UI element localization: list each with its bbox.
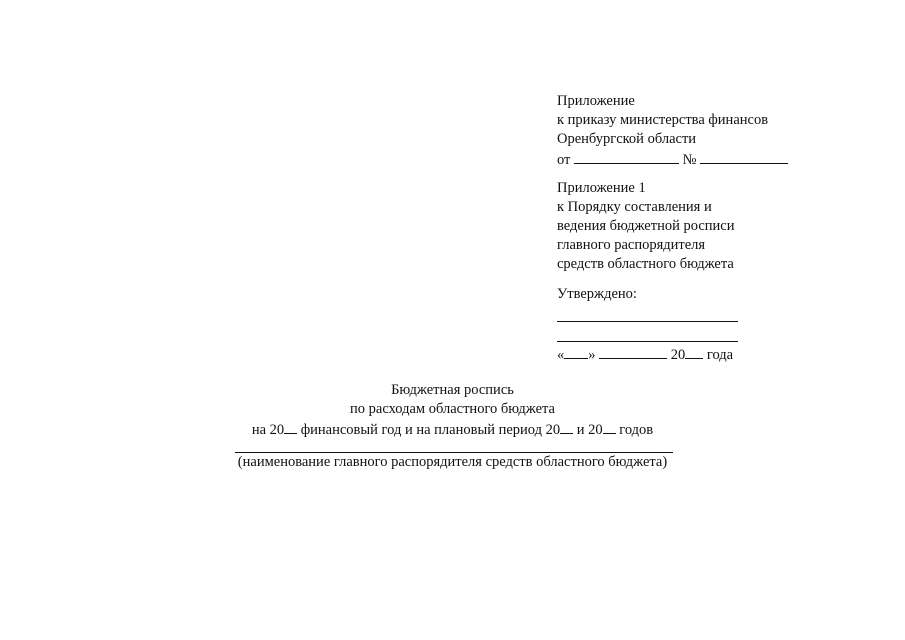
approver-position-blank [557, 304, 738, 322]
appendix1-line-3: ведения бюджетной росписи [557, 218, 735, 234]
planning-year-2-blank [603, 419, 616, 434]
approval-day-blank [564, 344, 588, 359]
order-number-blank [700, 149, 788, 164]
distributor-name-blank [235, 438, 673, 453]
appendix-title: Приложение [557, 93, 635, 109]
planning-year-1-blank [560, 419, 573, 434]
budget-period-line [0, 419, 905, 438]
approver-signature-blank [557, 324, 738, 342]
approval-month-blank [599, 344, 667, 359]
approval-block [557, 285, 738, 363]
appendix-line-3: Оренбургской области [557, 131, 697, 147]
appendix-line-2: к приказу министерства финансов [557, 112, 769, 128]
approval-year-prefix: 20 [670, 347, 686, 363]
number-label: № [682, 152, 697, 168]
approval-year-suffix: года [706, 347, 734, 363]
period-and: и 20 [576, 422, 603, 438]
appendix1-heading [557, 179, 735, 274]
date-close-quote: » [588, 347, 596, 363]
approval-date-line [557, 344, 738, 363]
approval-year-blank [685, 344, 703, 359]
appendix1-title: Приложение 1 [557, 180, 646, 196]
appendix1-line-2: к Порядку составления и [557, 199, 712, 215]
distributor-name-caption: (наименование главного распорядителя средств областного бюджета) [237, 454, 668, 470]
period-middle: финансовый год и на плановый период 20 [300, 422, 561, 438]
document-subtitle: по расходам областного бюджета [350, 401, 555, 417]
appendix-heading [557, 92, 788, 168]
from-label: от [557, 152, 571, 168]
appendix1-line-4: главного распорядителя [557, 237, 706, 253]
document-title: Бюджетная роспись [391, 382, 514, 398]
period-prefix: на 20 [251, 422, 285, 438]
appendix1-line-5: средств областного бюджета [557, 256, 734, 272]
budget-schedule-heading [0, 381, 905, 472]
approval-title: Утверждено: [557, 286, 637, 302]
fiscal-year-blank [284, 419, 297, 434]
date-open-quote: « [557, 347, 565, 363]
order-date-blank [574, 149, 679, 164]
appendix-date-number-line [557, 149, 788, 168]
period-suffix: годов [619, 422, 654, 438]
